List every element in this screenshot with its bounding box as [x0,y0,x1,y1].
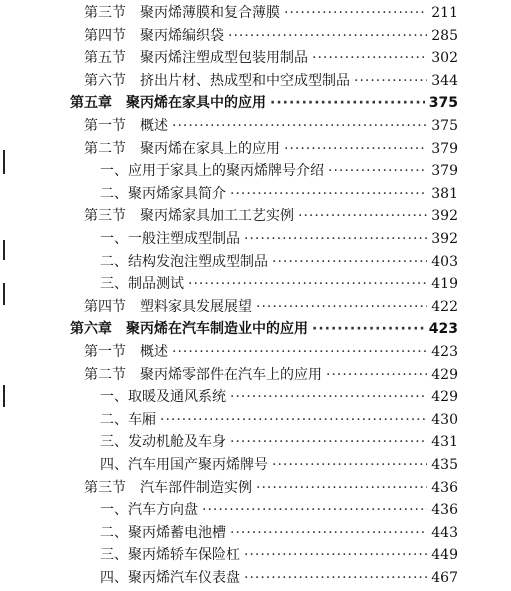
dot-leader [202,499,427,521]
toc-entry-label: 第二节 [84,140,126,157]
dot-leader [244,228,427,250]
toc-entry-label: 一、 [100,389,128,406]
toc-entry-title: 聚丙烯蓄电池槽 [128,524,226,541]
toc-item-row [100,409,458,431]
dot-leader [172,115,427,137]
toc-page-number: 449 [431,547,458,564]
dot-leader [172,341,427,363]
toc-entry-label: 第六章 [70,321,112,338]
dot-leader [284,138,427,160]
margin-mark [3,240,5,260]
toc-section-row [84,47,458,69]
toc-entry-label: 二、 [100,524,128,541]
toc-entry-title: 聚丙烯家具简介 [128,185,226,202]
toc-section-row [84,2,458,24]
toc-item-row [100,251,458,273]
dot-leader [230,183,427,205]
dot-leader [244,567,427,589]
toc-entry-label: 二、 [100,411,128,428]
toc-section-row [84,70,458,92]
toc-page-number: 375 [431,118,458,134]
dot-leader [160,409,427,431]
dot-leader [298,205,427,227]
toc-item-row [100,273,458,295]
toc-entry-title: 一般注塑成型制品 [128,231,240,247]
toc-page-number: 211 [431,5,458,21]
dot-leader [244,544,427,566]
dot-leader [328,160,427,182]
toc-entry-title: 结构发泡注塑成型制品 [128,253,268,270]
toc-page-number: 423 [431,344,458,360]
toc-page-number: 423 [428,321,458,338]
toc-page-number: 285 [431,27,458,44]
dot-leader [326,364,427,386]
toc-entry-title: 概述 [140,118,168,134]
toc-entry-label: 二、 [100,253,128,270]
toc-entry-label: 第三节 [84,5,126,21]
toc-entry-label: 第六节 [84,72,126,89]
toc-page-number: 302 [431,50,458,67]
margin-mark [3,150,5,174]
dot-leader [230,431,427,453]
toc-item-row [100,567,458,589]
toc-section-row [84,364,458,386]
toc-entry-label: 第四节 [84,298,126,315]
toc-page-number: 430 [431,411,458,428]
toc-entry-label: 第一节 [84,344,126,360]
toc-item-row [100,431,458,453]
toc-section-row [84,138,458,160]
toc-entry-title: 聚丙烯汽车仪表盘 [128,570,240,586]
toc-entry-label: 第三节 [84,479,126,496]
toc-entry-title: 聚丙烯注塑成型包装用制品 [140,50,308,67]
toc-section-row [84,341,458,363]
dot-leader [256,477,427,499]
dot-leader [270,92,425,114]
toc-entry-title: 概述 [140,344,168,360]
toc-page-number: 436 [431,479,458,496]
toc-page-number: 375 [428,95,458,112]
toc-section-row [84,296,458,318]
toc-page-number: 431 [431,434,458,451]
toc-entry-title: 制品测试 [128,276,184,293]
toc-entry-title: 发动机舱及车身 [128,434,226,451]
toc-entry-label: 第五章 [70,95,112,112]
toc-page-number: 381 [431,185,458,202]
margin-mark [3,385,5,407]
toc-entry-title: 塑料家具发展展望 [140,298,252,315]
toc-page-number: 392 [431,208,458,225]
toc-section-row [84,477,458,499]
toc-page-number: 403 [431,253,458,270]
toc-entry-label: 三、 [100,547,128,564]
toc-section-row [84,25,458,47]
dot-leader [312,47,427,69]
toc-page-number: 467 [431,570,458,586]
toc-entry-title: 聚丙烯在家具上的应用 [140,140,280,157]
toc-page-number: 344 [431,72,458,89]
dot-leader [230,522,427,544]
toc-entry-label: 一、 [100,163,128,180]
dot-leader [188,273,427,295]
toc-entry-label: 第五节 [84,50,126,67]
toc-chapter-row [70,318,458,340]
toc-item-row [100,183,458,205]
toc-entry-label: 三、 [100,276,128,293]
toc-page-number: 429 [431,389,458,406]
dot-leader [230,386,427,408]
dot-leader [272,454,427,476]
margin-mark [3,283,5,305]
toc-entry-title: 聚丙烯编织袋 [140,27,224,44]
toc-item-row [100,454,458,476]
toc-entry-title: 聚丙烯家具加工工艺实例 [140,208,294,225]
toc-page-number: 429 [431,366,458,383]
toc-entry-title: 汽车部件制造实例 [140,479,252,496]
toc-item-row [100,160,458,182]
toc-item-row [100,544,458,566]
dot-leader [354,70,427,92]
toc-entry-title: 聚丙烯在家具中的应用 [126,95,266,112]
toc-page-number: 435 [431,457,458,473]
toc-item-row [100,386,458,408]
toc-entry-title: 挤出片材、热成型和中空成型制品 [140,72,350,89]
toc-entry-title: 汽车用国产聚丙烯牌号 [128,457,268,473]
toc-entry-label: 一、 [100,502,128,519]
dot-leader [228,25,427,47]
toc-entry-title: 聚丙烯薄膜和复合薄膜 [140,5,280,21]
toc-page-number: 422 [431,298,458,315]
toc-page-number: 443 [431,524,458,541]
toc-page-number: 436 [431,502,458,519]
toc-entry-title: 聚丙烯轿车保险杠 [128,547,240,564]
toc-page-number: 379 [431,163,458,180]
toc-entry-title: 车厢 [128,411,156,428]
toc-entry-label: 第二节 [84,366,126,383]
toc-entry-label: 二、 [100,185,128,202]
toc-item-row [100,228,458,250]
toc-entry-label: 一、 [100,231,128,247]
toc-item-row [100,522,458,544]
toc-entry-title: 汽车方向盘 [128,502,198,519]
toc-section-row [84,205,458,227]
toc-section-row [84,115,458,137]
toc-entry-label: 第一节 [84,118,126,134]
toc-entry-title: 取暖及通风系统 [128,389,226,406]
toc-page-number: 379 [431,140,458,157]
toc-entry-label: 四、 [100,457,128,473]
toc-item-row [100,499,458,521]
toc-page-number: 392 [431,231,458,247]
toc-entry-title: 聚丙烯在汽车制造业中的应用 [126,321,308,338]
dot-leader [256,296,427,318]
toc-entry-label: 三、 [100,434,128,451]
toc-entry-label: 第三节 [84,208,126,225]
toc-entry-label: 第四节 [84,27,126,44]
toc-chapter-row [70,92,458,114]
dot-leader [312,318,425,340]
toc-entry-label: 四、 [100,570,128,586]
dot-leader [272,251,427,273]
toc-entry-title: 应用于家具上的聚丙烯牌号介绍 [128,163,324,180]
toc-page-number: 419 [431,276,458,293]
toc-entry-title: 聚丙烯零部件在汽车上的应用 [140,366,322,383]
dot-leader [284,2,427,24]
